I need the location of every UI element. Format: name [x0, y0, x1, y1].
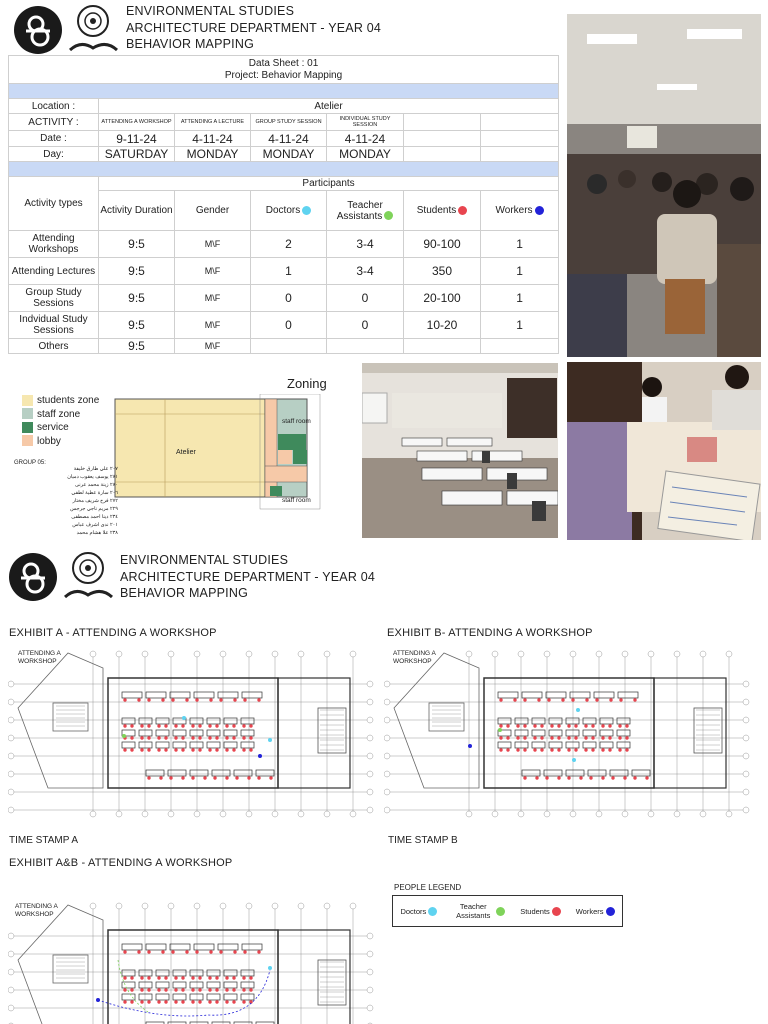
zoning-legend-item — [22, 435, 99, 449]
day-cell: SATURDAY — [99, 147, 175, 162]
zoning-swatch-icon — [22, 395, 33, 406]
plan-ab-label: ATTENDING A WORKSHOP — [15, 903, 58, 918]
group-member: ٢٨٠ زينة محمد عرنی — [75, 482, 118, 488]
divider-band — [9, 162, 559, 177]
exhibit-a-title: EXHIBIT A - ATTENDING A WORKSHOP — [9, 627, 217, 639]
row-workers-cell — [481, 339, 559, 354]
row-ta-cell: 3-4 — [327, 231, 404, 258]
row-type-cell: Attending Lectures — [9, 258, 99, 285]
row-students-cell: 10-20 — [404, 312, 481, 339]
row-workers-cell: 1 — [481, 312, 559, 339]
group-members — [58, 465, 118, 537]
zoning-legend-label: lobby — [37, 435, 61, 447]
people-legend-label: Workers — [575, 906, 604, 916]
date-label: Date : — [9, 131, 99, 147]
row-duration-cell: 9:5 — [99, 312, 175, 339]
exhibit-b-title: EXHIBIT B- ATTENDING A WORKSHOP — [387, 627, 593, 639]
row-ta-cell: 0 — [327, 312, 404, 339]
row-type-cell: Group Study Sessions — [9, 285, 99, 312]
activity-cell: ATTENDING A WORKSHOP — [99, 114, 175, 131]
row-students-cell — [404, 339, 481, 354]
logo-helwan-2 — [61, 551, 116, 603]
zoning-legend-label: staff zone — [37, 408, 81, 420]
sheet-title: Data Sheet : 01 — [248, 57, 319, 69]
location-value: Atelier — [99, 99, 559, 114]
people-dot-icon — [552, 907, 561, 916]
worker-dot-icon — [535, 206, 544, 215]
header-title-line1: ENVIRONMENTAL STUDIES — [126, 4, 295, 18]
col-activity-types: Activity types — [9, 177, 99, 231]
row-workers-cell: 1 — [481, 258, 559, 285]
zoning-swatch-icon — [22, 422, 33, 433]
group-member: ٢٨١ يوسف يعقوب دميان — [67, 474, 118, 480]
zoning-swatch-icon — [22, 408, 33, 419]
header2-title-line2: ARCHITECTURE DEPARTMENT - YEAR 04 — [120, 569, 376, 584]
logo-university-seal — [14, 6, 62, 54]
row-doctors-cell: 0 — [251, 285, 327, 312]
exhibit-ab-title: EXHIBIT A&B - ATTENDING A WORKSHOP — [9, 857, 233, 869]
header-title-line2: ARCHITECTURE DEPARTMENT - YEAR 04 — [126, 20, 382, 35]
col-gender: Gender — [175, 191, 251, 231]
participants-header: Participants — [99, 177, 559, 191]
date-cell: 4-11-24 — [327, 131, 404, 147]
student-dot-icon — [458, 206, 467, 215]
row-gender-cell: M\F — [175, 312, 251, 339]
row-students-cell: 350 — [404, 258, 481, 285]
people-legend-label: Teacher Assistants — [456, 902, 491, 920]
row-ta-cell: 0 — [327, 285, 404, 312]
row-duration-cell: 9:5 — [99, 285, 175, 312]
row-type-cell: Attending Workshops — [9, 231, 99, 258]
row-doctors-cell — [251, 339, 327, 354]
zoning-plan — [110, 394, 360, 514]
people-dot-icon — [496, 907, 505, 916]
zoning-staff-room-bottom: staff room — [282, 497, 311, 504]
row-ta-cell — [327, 339, 404, 354]
row-students-cell: 20-100 — [404, 285, 481, 312]
row-duration-cell: 9:5 — [99, 339, 175, 354]
activity-cell: ATTENDING A LECTURE — [175, 114, 251, 131]
row-type-cell: Indvidual Study Sessions — [9, 312, 99, 339]
zoning-atelier-label: Atelier — [176, 449, 196, 456]
ta-dot-icon — [384, 211, 393, 220]
row-workers-cell: 1 — [481, 285, 559, 312]
activity-cell: INDIVIDUAL STUDY SESSION — [327, 114, 404, 131]
header2-title-line1: ENVIRONMENTAL STUDIES — [120, 553, 289, 567]
col-duration: Activity Duration — [99, 191, 175, 231]
data-sheet — [8, 55, 558, 357]
date-cell: 4-11-24 — [251, 131, 327, 147]
row-duration-cell: 9:5 — [99, 258, 175, 285]
row-gender-cell: M\F — [175, 231, 251, 258]
photo-lecture-hall — [567, 14, 761, 357]
group-member: ٢٠١ ندى اشرف عباس — [72, 522, 118, 528]
people-legend-label: Students — [520, 906, 550, 916]
day-cell: MONDAY — [251, 147, 327, 162]
logo-university-seal-2 — [9, 553, 57, 601]
doctor-dot-icon — [302, 206, 311, 215]
photo-students-sketching — [567, 362, 761, 540]
row-doctors-cell: 1 — [251, 258, 327, 285]
row-doctors-cell: 0 — [251, 312, 327, 339]
floor-plan-ab — [8, 900, 380, 1024]
row-ta-cell: 3-4 — [327, 258, 404, 285]
row-gender-cell: M\F — [175, 258, 251, 285]
header-title-line3: BEHAVIOR MAPPING — [126, 37, 254, 51]
day-label: Day: — [9, 147, 99, 162]
people-legend-item — [520, 907, 561, 916]
people-legend-item — [576, 907, 615, 916]
zoning-legend-item — [22, 394, 99, 408]
plan-b-label: ATTENDING A WORKSHOP — [393, 650, 436, 665]
timestamp-b: TIME STAMP B — [388, 835, 458, 846]
people-legend — [392, 895, 623, 927]
header2-title-line3: BEHAVIOR MAPPING — [120, 586, 248, 600]
day-cell: MONDAY — [175, 147, 251, 162]
col-ta: Teacher Assistants — [327, 191, 404, 231]
zoning-legend-label: service — [37, 422, 69, 433]
row-duration-cell: 9:5 — [99, 231, 175, 258]
day-cell: MONDAY — [327, 147, 404, 162]
sheet-project: Project: Behavior Mapping — [224, 69, 343, 81]
zoning-swatch-icon — [22, 435, 33, 446]
col-students: Students — [404, 191, 481, 231]
zoning-legend-item — [22, 421, 99, 435]
row-doctors-cell: 2 — [251, 231, 327, 258]
zoning-legend — [22, 394, 99, 448]
floor-plan-b — [384, 648, 756, 820]
group-member: ٢٣٨ علا هشام محمد — [76, 530, 118, 536]
date-cell: 9-11-24 — [99, 131, 175, 147]
logo-helwan — [66, 4, 121, 56]
col-workers: Workers — [481, 191, 559, 231]
timestamp-a: TIME STAMP A — [9, 835, 79, 846]
row-students-cell: 90-100 — [404, 231, 481, 258]
people-dot-icon — [428, 907, 437, 916]
zoning-staff-room-top: staff room — [282, 418, 311, 425]
plan-a-label: ATTENDING A WORKSHOP — [18, 650, 61, 665]
row-type-cell: Others — [9, 339, 99, 354]
people-legend-item — [452, 902, 505, 920]
zoning-legend-item — [22, 408, 99, 422]
location-label: Location : — [9, 99, 99, 114]
row-workers-cell: 1 — [481, 231, 559, 258]
group-label: GROUP 05: — [14, 460, 46, 466]
divider-band — [9, 84, 559, 99]
row-gender-cell: M\F — [175, 285, 251, 312]
zoning-legend-label: students zone — [37, 395, 100, 406]
people-legend-item — [400, 907, 437, 916]
col-doctors: Doctors — [251, 191, 327, 231]
people-legend-label: Doctors — [400, 906, 427, 916]
date-cell: 4-11-24 — [175, 131, 251, 147]
group-member: ٢٣٤ دينا احمد مصطفى — [71, 514, 118, 520]
group-member: ٢٠٦ سارة عطية لطفي — [71, 490, 118, 496]
photo-workshop-room — [362, 363, 558, 538]
row-gender-cell: M\F — [175, 339, 251, 354]
zoning-title: Zoning — [287, 376, 327, 391]
group-member: ٢٧٢ فرح شريف مختار — [72, 498, 118, 504]
floor-plan-a — [8, 648, 380, 820]
activity-cell: GROUP STUDY SESSION — [251, 114, 327, 131]
people-legend-title: PEOPLE LEGEND — [394, 883, 462, 892]
people-dot-icon — [606, 907, 615, 916]
group-member: ٢٢٩ مريم ناجي جرجس — [70, 506, 118, 512]
group-member: ٢٠٧ علي طارق خليفة — [73, 466, 118, 472]
activity-label: ACTIVITY : — [9, 114, 99, 131]
